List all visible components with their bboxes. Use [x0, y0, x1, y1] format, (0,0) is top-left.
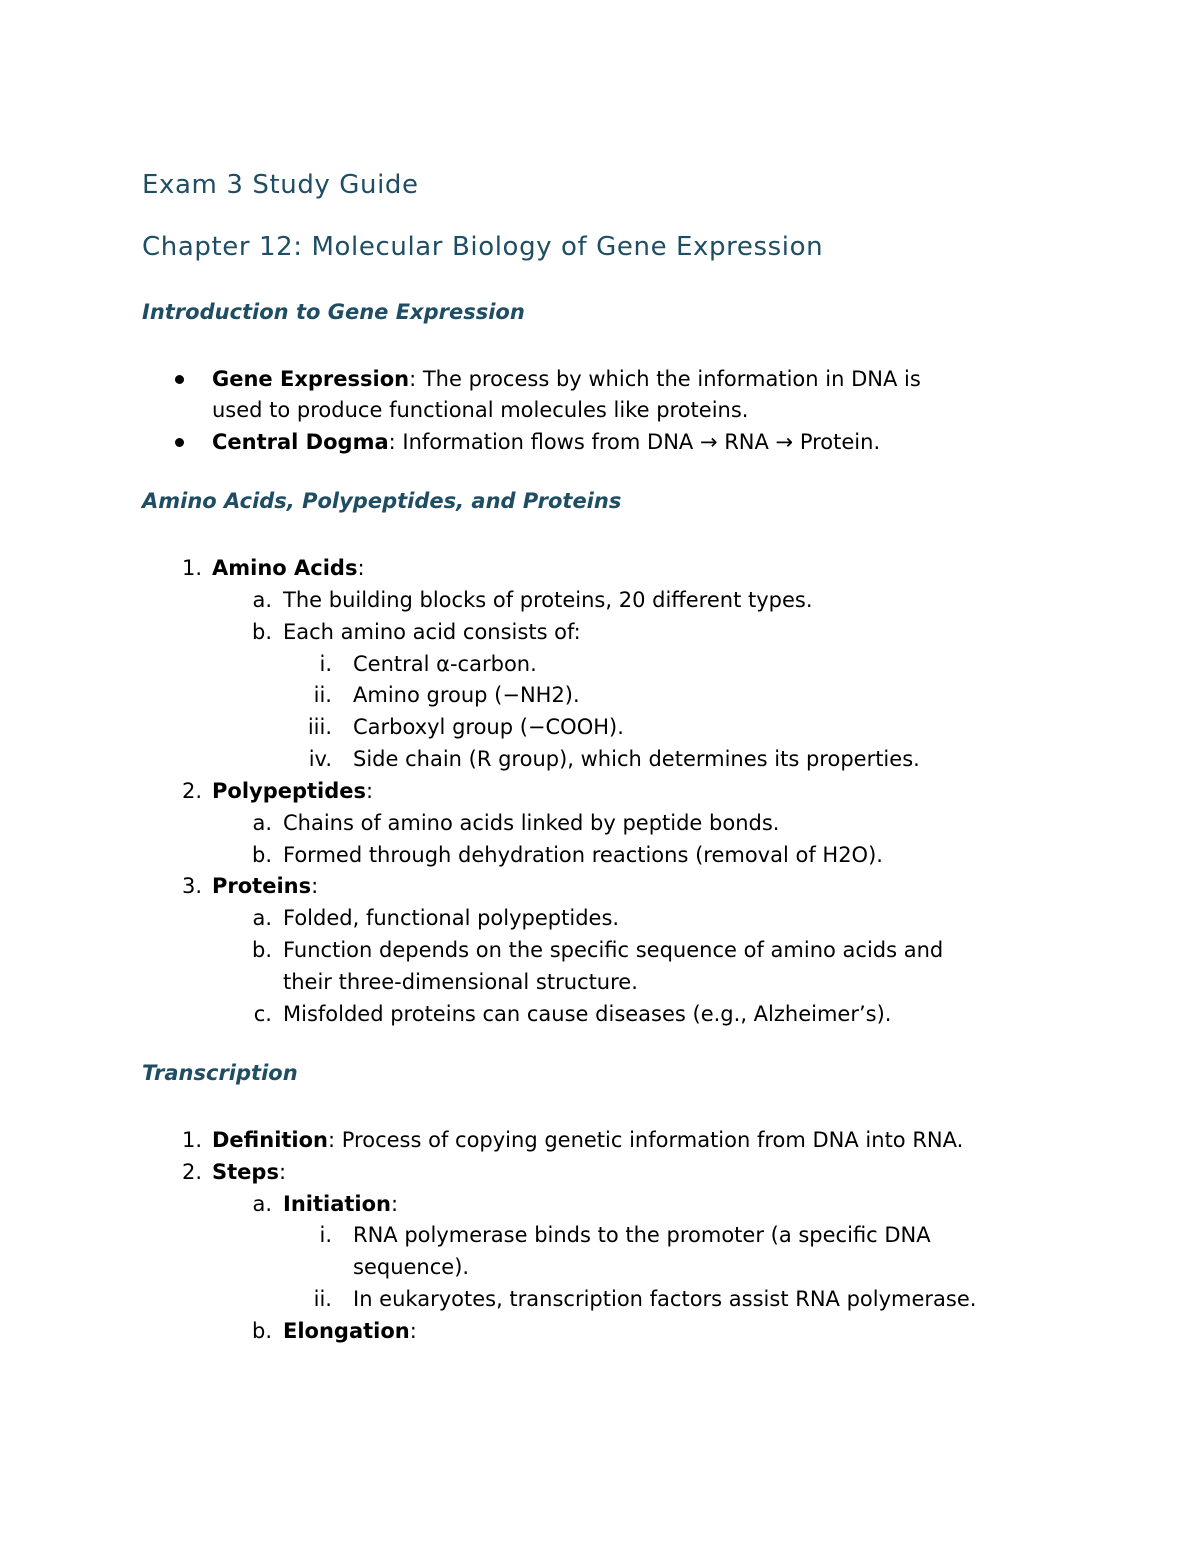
- list-item: Amino group (−NH2).: [353, 683, 580, 707]
- list-marker: 1.: [181, 556, 202, 580]
- list-item: Central α-carbon.: [353, 652, 537, 676]
- list-item: Each amino acid consists of:: [283, 620, 581, 644]
- colon: :: [311, 874, 319, 898]
- list-marker: 1.: [181, 1128, 202, 1152]
- bullet-icon: [175, 438, 184, 447]
- term-definition: Definition: [212, 1128, 329, 1152]
- list-marker: ii.: [313, 683, 332, 707]
- list-marker: ii.: [313, 1287, 332, 1311]
- list-marker: 3.: [181, 874, 202, 898]
- list-item-elongation: [283, 1315, 417, 1347]
- list-marker: iv.: [308, 747, 332, 771]
- list-marker: b.: [251, 1319, 272, 1343]
- list-marker: a.: [252, 1192, 272, 1216]
- term-proteins: Proteins: [212, 874, 312, 898]
- list-item: Side chain (R group), which determines its properties.: [353, 747, 920, 771]
- colon: :: [409, 1319, 417, 1343]
- term-elongation: Elongation: [283, 1319, 410, 1343]
- list-item: The building blocks of proteins, 20 different types.: [283, 588, 813, 612]
- list-item: Carboxyl group (−COOH).: [353, 715, 624, 739]
- definition-text: : Process of copying genetic information from DNA into RNA.: [328, 1128, 964, 1152]
- bullet-icon: [175, 375, 184, 384]
- section-heading-transcription: Transcription: [142, 1061, 298, 1085]
- list-marker: i.: [319, 1223, 332, 1247]
- list-marker: i.: [319, 652, 332, 676]
- list-item-steps: [212, 1156, 286, 1188]
- list-item: Folded, functional polypeptides.: [283, 906, 620, 930]
- list-marker: a.: [252, 906, 272, 930]
- list-item-initiation: [283, 1188, 398, 1220]
- list-item-continuation: sequence).: [353, 1255, 470, 1279]
- list-item-continuation: used to produce functional molecules like proteins.: [212, 398, 749, 422]
- list-marker: b.: [251, 843, 272, 867]
- list-marker: a.: [252, 588, 272, 612]
- term-amino-acids: Amino Acids: [212, 556, 358, 580]
- list-item-central-dogma: [212, 426, 880, 458]
- definition-text: : The process by which the information in DNA is: [409, 367, 921, 391]
- term-central-dogma: Central Dogma: [212, 430, 389, 454]
- term-initiation: Initiation: [283, 1192, 391, 1216]
- list-item-amino-acids: [212, 552, 365, 584]
- colon: :: [357, 556, 365, 580]
- chapter-title: Chapter 12: Molecular Biology of Gene Expression: [142, 232, 824, 262]
- list-item: Chains of amino acids linked by peptide bonds.: [283, 811, 780, 835]
- section-heading-amino-acids: Amino Acids, Polypeptides, and Proteins: [142, 489, 622, 513]
- section-heading-introduction: Introduction to Gene Expression: [142, 300, 525, 324]
- document-title: Exam 3 Study Guide: [142, 170, 419, 200]
- list-marker: b.: [251, 620, 272, 644]
- list-item-definition: [212, 1124, 963, 1156]
- list-item-proteins: [212, 870, 318, 902]
- list-marker: 2.: [181, 779, 202, 803]
- list-item-continuation: their three-dimensional structure.: [283, 970, 638, 994]
- list-marker: b.: [251, 938, 272, 962]
- term-polypeptides: Polypeptides: [212, 779, 367, 803]
- colon: :: [390, 1192, 399, 1216]
- colon: :: [278, 1160, 287, 1184]
- list-marker: iii.: [307, 715, 332, 739]
- term-gene-expression: Gene Expression: [212, 367, 410, 391]
- list-item: Misfolded proteins can cause diseases (e.g., Alzheimer’s).: [283, 1002, 892, 1026]
- term-steps: Steps: [212, 1160, 279, 1184]
- list-item-polypeptides: [212, 775, 373, 807]
- list-item: Formed through dehydration reactions (removal of H2O).: [283, 843, 883, 867]
- list-item-gene-expression: [212, 363, 921, 395]
- list-item: RNA polymerase binds to the promoter (a specific DNA: [353, 1223, 931, 1247]
- list-item: In eukaryotes, transcription factors assist RNA polymerase.: [353, 1287, 977, 1311]
- list-item: Function depends on the specific sequence of amino acids and: [283, 938, 944, 962]
- list-marker: 2.: [181, 1160, 202, 1184]
- list-marker: a.: [252, 811, 272, 835]
- definition-text: : Information flows from DNA → RNA → Protein.: [388, 430, 881, 454]
- colon: :: [366, 779, 374, 803]
- list-marker: c.: [253, 1002, 272, 1026]
